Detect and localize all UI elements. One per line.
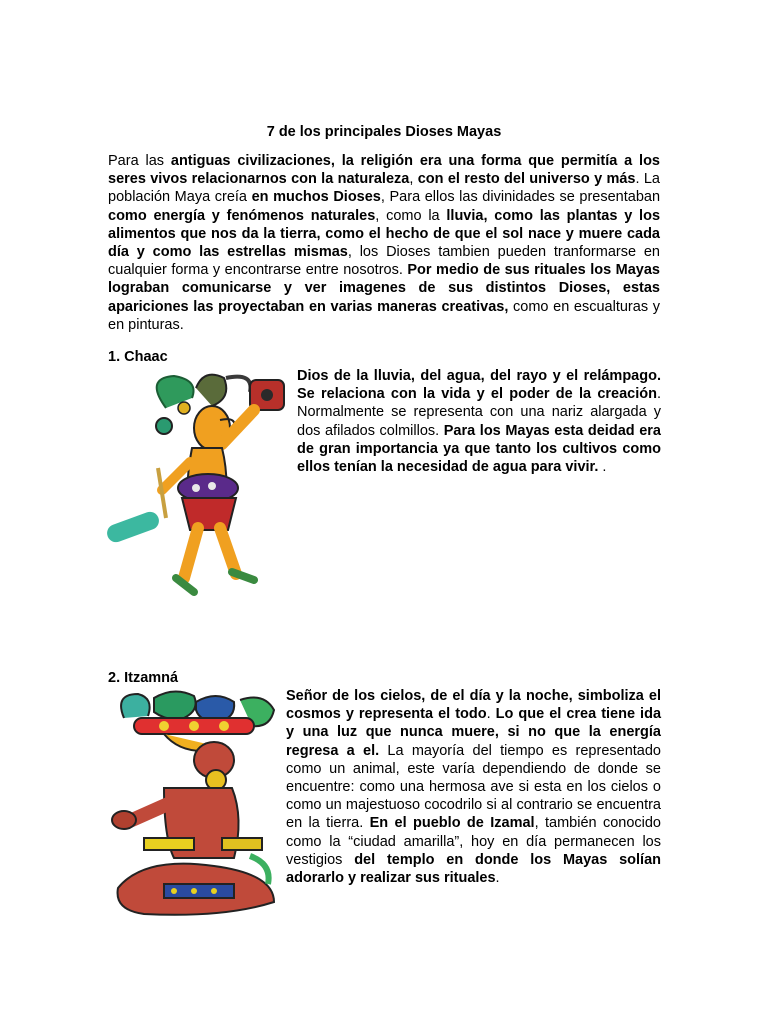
itzamna-description [286, 687, 661, 887]
text-run: . La población Maya creía [108, 171, 660, 206]
text-run: Para las [108, 153, 171, 169]
text-run: . Normalmente se representa con una nariz alargada y dos afilados colmillos. [297, 386, 661, 439]
text-run: Señor de los cielos, de el día y la noche, simboliza el cosmos y representa el todo [286, 688, 661, 723]
text-run: Lo que el crea tiene ida y una luz que nunca muere, si no que la energía regresa a el. [286, 706, 662, 759]
text-run: , también conocido como la “ciudad amarilla”, hoy en día permanecen los vestigios [286, 815, 662, 868]
text-run: antiguas civilizaciones, la religión era una forma que permitía a los seres vivos relacionarnos con la naturaleza [108, 153, 660, 188]
text-run: , [409, 171, 418, 188]
text-run: como en escualturas y en pinturas. [108, 298, 660, 333]
text-run: , Para ellos las divinidades se presentaban [380, 189, 661, 206]
text-run: Dios de la lluvia, del agua, del rayo y el relámpago. Se relaciona con la vida y el poder de la creación [297, 368, 661, 403]
text-run: Para los Mayas esta deidad era de gran importancia ya que tanto los cultivos como ellos tenían la necesidad de agua para vivir. [297, 422, 661, 476]
text-run: . [495, 870, 500, 887]
text-run: , los Dioses tambien pueden tranformarse en cualquier forma y encontrarse entre nosotros. [108, 244, 660, 279]
text-run: lluvia, como las plantas y los alimentos que nos da la tierra, como el hecho de que el sol nace y muere cada día y como las estrellas mismas [108, 207, 661, 261]
text-run: . [486, 706, 496, 723]
page-title: 7 de los principales Dioses Mayas [266, 124, 502, 140]
text-run: La mayoría del tiempo es representado como un animal, este varía dependiendo de donde se encuentre: como una hermosa ave si esta en los cielos o como un majestuoso cocodrilo si al contrario se encuentra en la tierra. [286, 742, 661, 832]
text-run: en muchos Dioses [251, 189, 381, 206]
text-run: . [598, 459, 607, 476]
intro-paragraph [108, 152, 660, 334]
text-run: , como la [375, 207, 447, 224]
chaac-description [297, 367, 661, 476]
text-run: En el pueblo de Izamal [369, 815, 535, 832]
text-run: del templo en donde los Mayas solían adorarlo y realizar sus rituales [286, 851, 661, 887]
section-heading-chaac: 1. Chaac [108, 349, 168, 365]
itzamna-illustration [104, 688, 282, 922]
text-run: con el resto del universo y más [417, 171, 636, 188]
text-run: Por medio de sus rituales los Mayas lograban comunicarse y ver imagenes de sus distintos Dioses, estas apariciones las proyectaban en varias maneras creativas, [108, 262, 660, 315]
maya-sky-god-illustration-icon [104, 688, 282, 922]
section-heading-itzamna: 2. Itzamná [108, 670, 179, 686]
text-run: como energía y fenómenos naturales [108, 207, 376, 224]
chaac-illustration [104, 368, 290, 600]
maya-rain-god-illustration-icon [104, 368, 290, 600]
